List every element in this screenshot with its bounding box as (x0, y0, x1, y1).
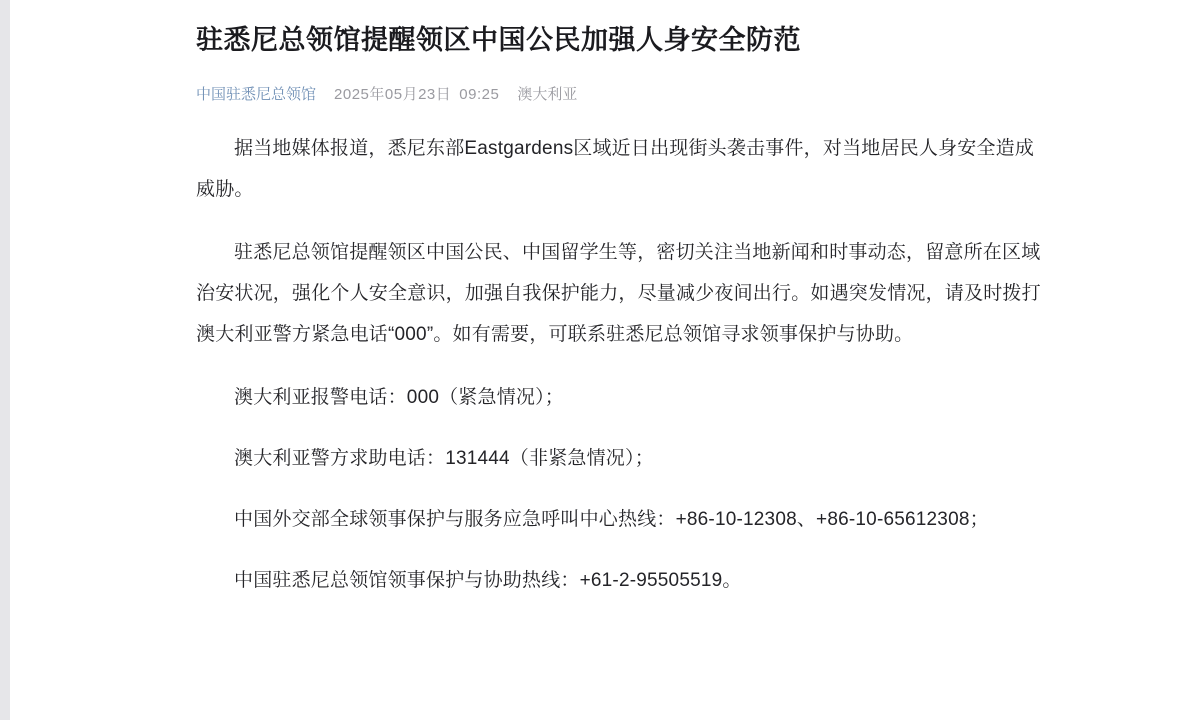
article-source-link[interactable]: 中国驻悉尼总领馆 (196, 86, 317, 103)
article-body (196, 128, 1052, 601)
article-paragraph: 澳大利亚报警电话：000（紧急情况）； (234, 387, 565, 408)
article-container (196, 0, 1052, 621)
article-paragraph: 驻悉尼总领馆提醒领区中国公民、中国留学生等，密切关注当地新闻和时事动态，留意所在区域治安状况，强化个人安全意识，加强自我保护能力，尽量减少夜间出行。如遇突发情况，请及时拨打澳大利亚警方紧急电话“000”。如有需要，可联系驻悉尼总领馆寻求领事保护与协助。 (196, 242, 1041, 345)
article-paragraph: 澳大利亚警方求助电话：131444（非紧急情况）； (234, 448, 654, 469)
left-gutter-bar (0, 0, 10, 720)
article-paragraph: 中国外交部全球领事保护与服务应急呼叫中心热线：+86-10-12308、+86-10-65612308； (234, 509, 989, 530)
article-paragraph: 中国驻悉尼总领馆领事保护与协助热线：+61-2-95505519。 (234, 570, 742, 591)
page-title: 驻悉尼总领馆提醒领区中国公民加强人身安全防范 (196, 25, 801, 55)
article-region: 澳大利亚 (517, 86, 578, 103)
article-date: 2025年05月23日 (334, 86, 452, 103)
article-time: 09:25 (459, 86, 500, 103)
article-paragraph: 据当地媒体报道，悉尼东部Eastgardens区域近日出现街头袭击事件，对当地居民人身安全造成威胁。 (196, 138, 1035, 200)
article-meta (196, 84, 1052, 106)
